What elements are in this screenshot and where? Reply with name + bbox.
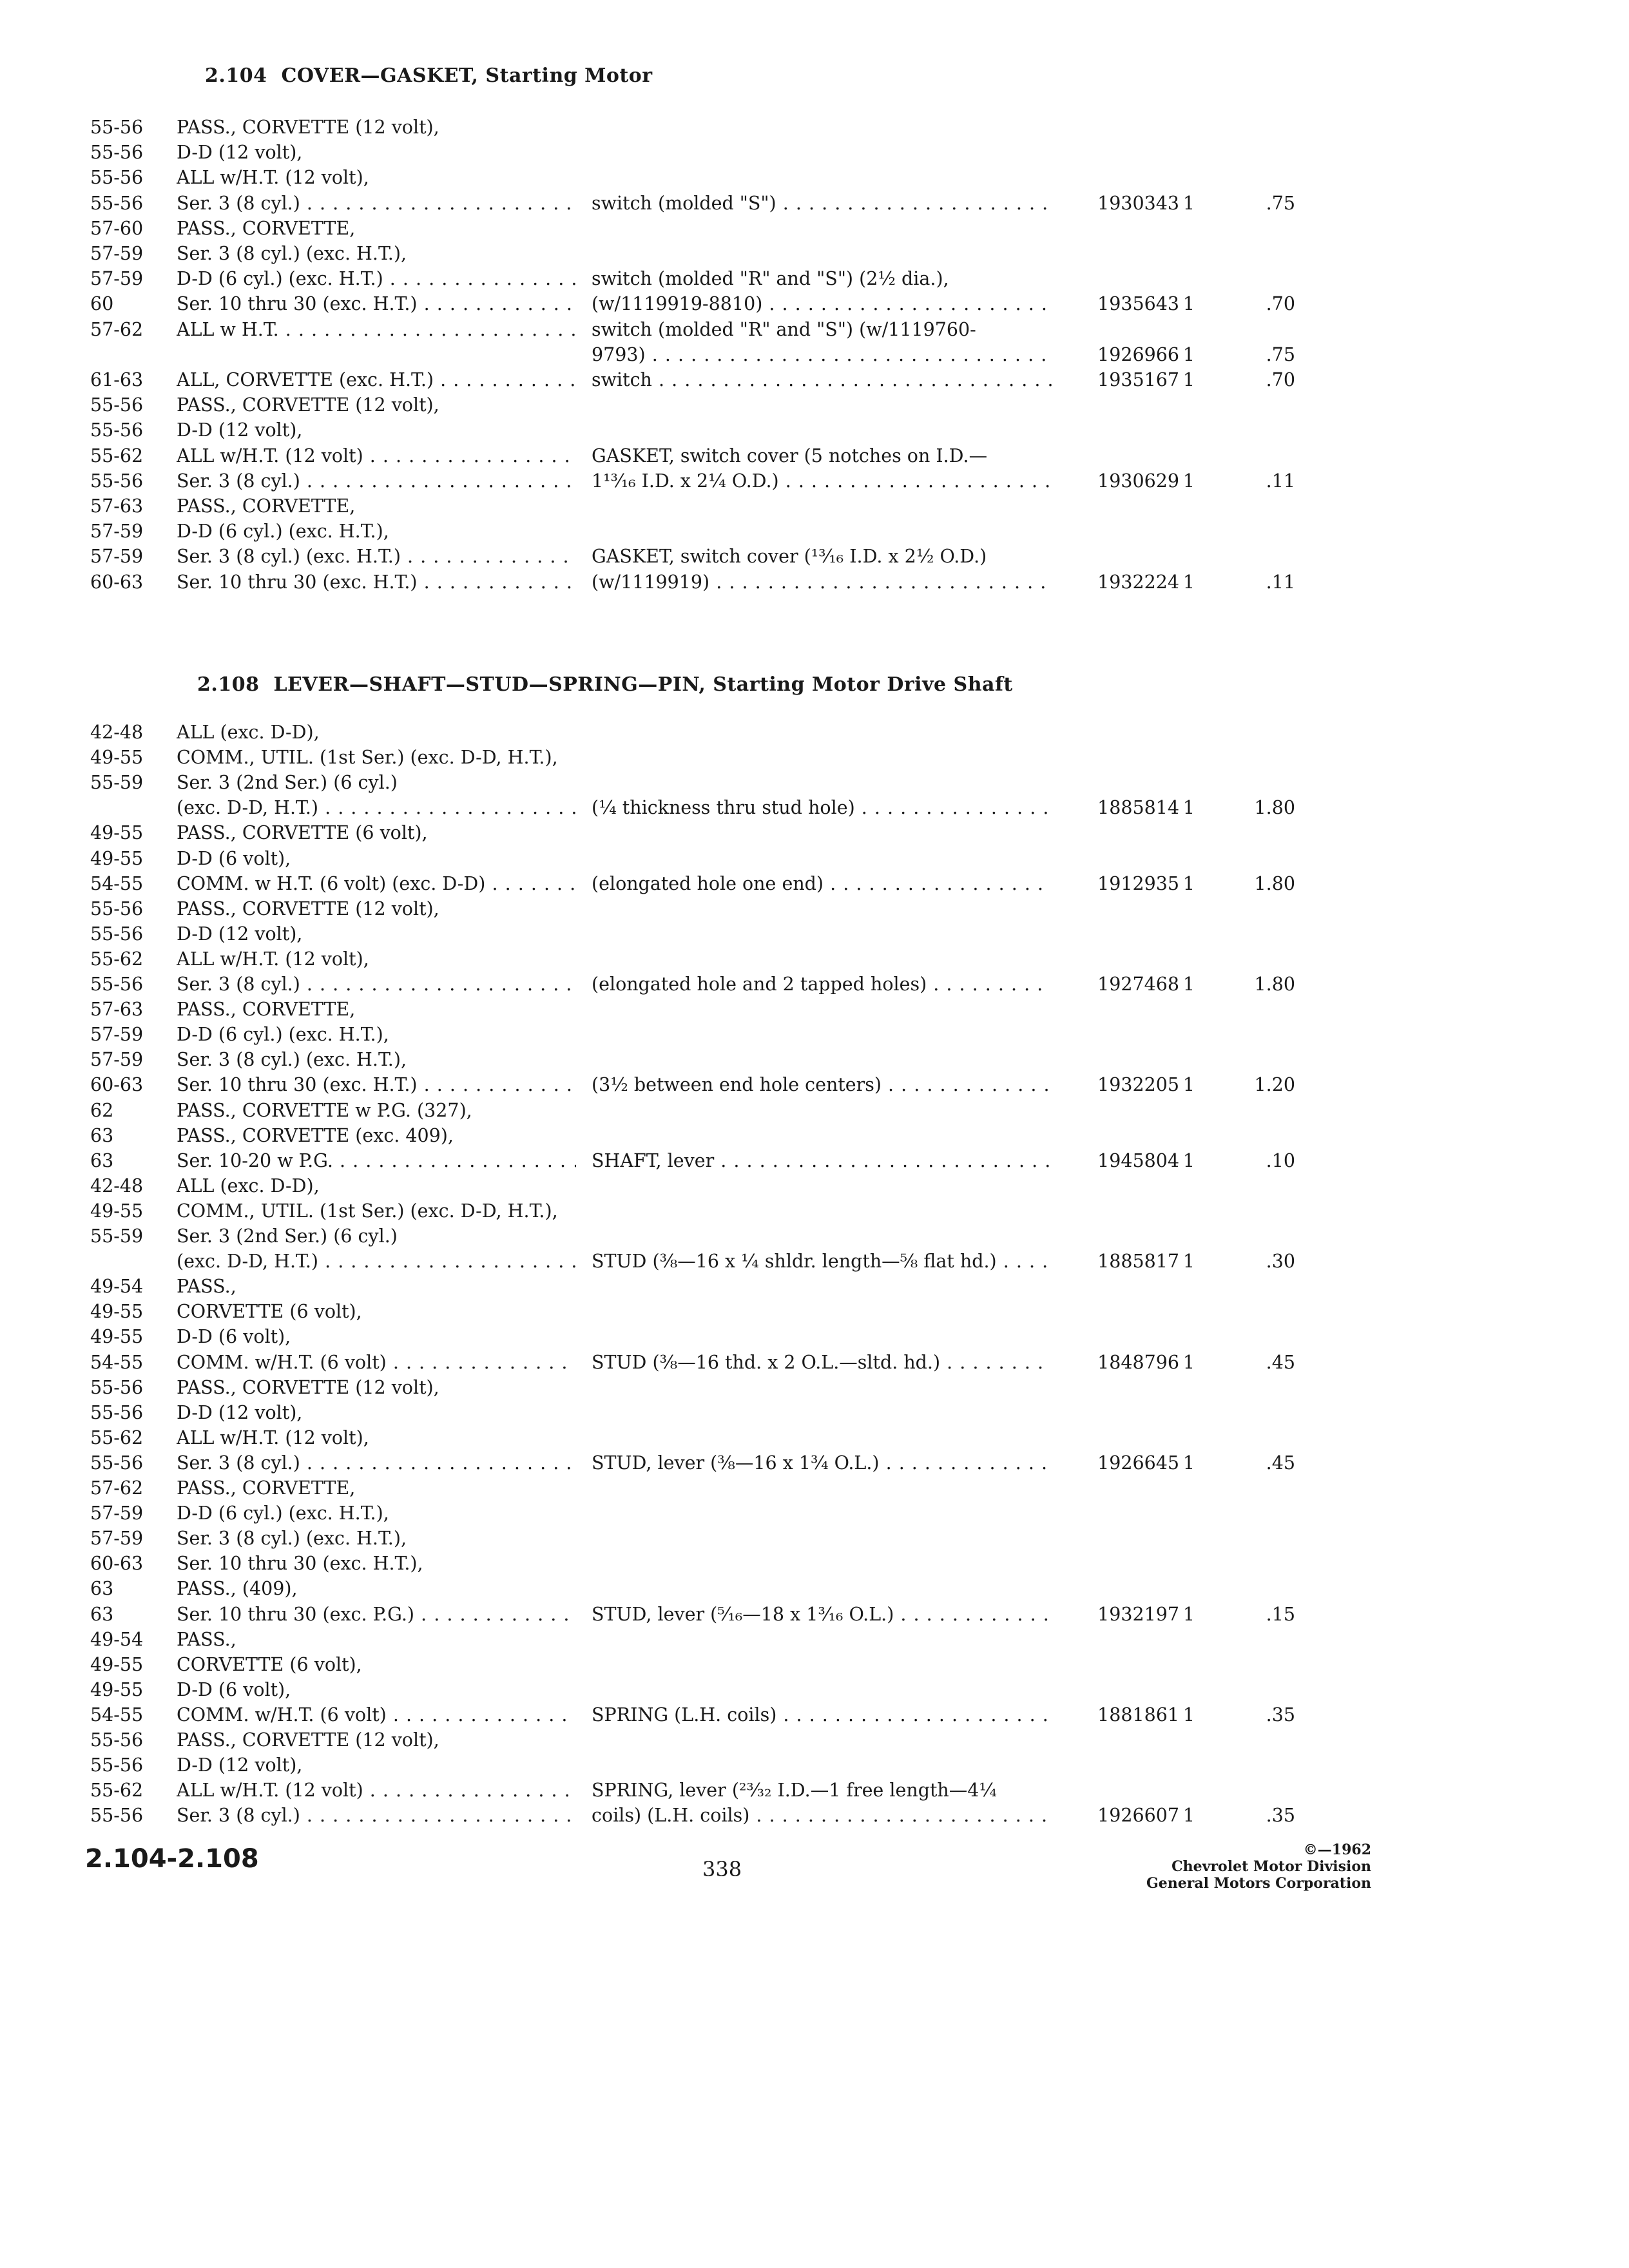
year-range: 49-55 <box>90 847 144 869</box>
price: .45 <box>1266 1351 1295 1373</box>
table-row <box>0 1299 1629 1325</box>
price: .30 <box>1266 1251 1295 1273</box>
application: D-D (6 volt), <box>177 1678 291 1700</box>
table-row <box>0 846 1629 872</box>
table-row <box>0 1274 1629 1300</box>
table-row <box>0 1627 1629 1653</box>
application: PASS., CORVETTE, <box>177 217 356 239</box>
section-title: COVER—GASKET, Starting Motor <box>281 64 653 87</box>
table-row <box>0 820 1629 846</box>
application: D-D (12 volt), <box>177 142 303 164</box>
table-row <box>0 1702 1629 1728</box>
description: (¼ thickness thru stud hole) . . . <box>592 795 1052 821</box>
quantity: 1 <box>1182 797 1195 819</box>
application: PASS., CORVETTE (6 volt), <box>177 822 428 844</box>
year-range: 57-59 <box>90 243 144 264</box>
year-range: 49-55 <box>90 747 144 769</box>
year-range: 55-62 <box>90 445 144 466</box>
table-row <box>0 1551 1629 1577</box>
application: COMM. w H.T. (6 volt) (exc. D-D) . . . <box>177 871 576 897</box>
description: SHAFT, lever . . . <box>592 1148 1052 1174</box>
description: coils) (L.H. coils) . . . <box>592 1803 1052 1829</box>
table-row <box>0 795 1629 821</box>
year-range: 54-55 <box>90 872 144 894</box>
table-row <box>0 165 1629 191</box>
table-row <box>0 1047 1629 1073</box>
section-heading-2-108 <box>197 673 1013 696</box>
description: 1¹³⁄₁₆ I.D. x 2¼ O.D.) . . . <box>592 468 1052 494</box>
year-range: 42-48 <box>90 722 144 743</box>
application: COMM., UTIL. (1st Ser.) (exc. D-D, H.T.), <box>177 747 558 769</box>
quantity: 1 <box>1182 1805 1195 1827</box>
application: Ser. 3 (8 cyl.) . . . <box>177 468 576 494</box>
description: 9793) . . . <box>592 342 1052 368</box>
description: STUD (⅜—16 thd. x 2 O.L.—sltd. hd.) . . . <box>592 1350 1052 1376</box>
year-range: 55-56 <box>90 419 144 441</box>
table-row <box>0 1727 1629 1753</box>
description: (3½ between end hole centers) . . . <box>592 1072 1052 1098</box>
application: D-D (6 cyl.) (exc. H.T.), <box>177 521 389 543</box>
year-range: 57-62 <box>90 318 144 340</box>
year-range: 57-63 <box>90 495 144 517</box>
table-row <box>0 266 1629 292</box>
year-range: 55-56 <box>90 117 144 138</box>
year-range: 57-63 <box>90 999 144 1021</box>
table-row <box>0 1249 1629 1274</box>
application: ALL w/H.T. (12 volt), <box>177 1427 369 1448</box>
table-row <box>0 342 1629 368</box>
year-range: 60-63 <box>90 571 144 593</box>
application: PASS., CORVETTE, <box>177 1477 356 1499</box>
price: 1.80 <box>1254 872 1295 894</box>
price: 1.20 <box>1254 1074 1295 1096</box>
year-range: 60 <box>90 293 114 315</box>
table-row <box>0 392 1629 418</box>
year-range: 57-59 <box>90 268 144 290</box>
table-row <box>0 1375 1629 1401</box>
table-row <box>0 1350 1629 1376</box>
year-range: 55-62 <box>90 1427 144 1448</box>
year-range: 55-56 <box>90 1805 144 1827</box>
application: ALL (exc. D-D), <box>177 1175 320 1196</box>
quantity: 1 <box>1182 470 1195 492</box>
description: STUD, lever (⁵⁄₁₆—18 x 1³⁄₁₆ O.L.) . . . <box>592 1602 1052 1628</box>
application: Ser. 10-20 w P.G. . . . <box>177 1148 576 1174</box>
application: Ser. 10 thru 30 (exc. H.T.) . . . <box>177 291 576 317</box>
application: PASS., CORVETTE (12 volt), <box>177 117 439 138</box>
year-range: 49-55 <box>90 1326 144 1348</box>
table-row <box>0 115 1629 140</box>
year-range: 57-59 <box>90 1049 144 1071</box>
table-row <box>0 570 1629 595</box>
description: switch (molded "R" and "S") (w/1119760- <box>592 318 976 340</box>
application: D-D (12 volt), <box>177 419 303 441</box>
table-row <box>0 770 1629 796</box>
copyright-corp: General Motors Corporation <box>1146 1875 1371 1892</box>
year-range: 57-60 <box>90 217 144 239</box>
quantity: 1 <box>1182 293 1195 315</box>
table-row <box>0 1677 1629 1703</box>
application: PASS., CORVETTE w P.G. (327), <box>177 1099 472 1121</box>
application: D-D (12 volt), <box>177 1401 303 1423</box>
part-number: 1926966 <box>1097 343 1179 365</box>
quantity: 1 <box>1182 192 1195 214</box>
part-number: 1927468 <box>1097 974 1179 995</box>
copyright-year: ©—1962 <box>1303 1841 1371 1858</box>
year-range: 55-62 <box>90 1780 144 1802</box>
application: Ser. 3 (8 cyl.) (exc. H.T.), <box>177 1049 407 1071</box>
year-range: 57-59 <box>90 1024 144 1046</box>
description: STUD (⅜—16 x ¼ shldr. length—⅝ flat hd.) . . . <box>592 1249 1052 1274</box>
description: switch (molded "R" and "S") (2½ dia.), <box>592 268 949 290</box>
table-row <box>0 1198 1629 1224</box>
quantity: 1 <box>1182 872 1195 894</box>
application: D-D (6 volt), <box>177 1326 291 1348</box>
part-number: 1935167 <box>1097 369 1179 390</box>
year-range: 55-56 <box>90 923 144 945</box>
price: .15 <box>1266 1603 1295 1625</box>
application: PASS., CORVETTE (12 volt), <box>177 1376 439 1398</box>
table-row <box>0 1123 1629 1149</box>
quantity: 1 <box>1182 1074 1195 1096</box>
application: PASS., (409), <box>177 1578 298 1600</box>
year-range: 54-55 <box>90 1351 144 1373</box>
quantity: 1 <box>1182 571 1195 593</box>
table-row <box>0 1324 1629 1350</box>
description: (elongated hole one end) . . . <box>592 871 1052 897</box>
year-range: 63 <box>90 1603 114 1625</box>
application: PASS., CORVETTE (exc. 409), <box>177 1124 454 1146</box>
application: PASS., CORVETTE (12 volt), <box>177 1729 439 1751</box>
application: D-D (6 cyl.) (exc. H.T.), <box>177 1503 389 1524</box>
year-range: 49-54 <box>90 1276 144 1298</box>
section-range: 2.104-2.108 <box>85 1844 259 1874</box>
application: PASS., CORVETTE, <box>177 495 356 517</box>
application: Ser. 10 thru 30 (exc. H.T.), <box>177 1553 423 1575</box>
application: ALL w/H.T. (12 volt) . . . <box>177 443 576 469</box>
application: PASS., CORVETTE, <box>177 999 356 1021</box>
year-range: 63 <box>90 1578 114 1600</box>
year-range: 55-56 <box>90 1401 144 1423</box>
table-row <box>0 1753 1629 1778</box>
table-row <box>0 191 1629 216</box>
application: Ser. 3 (2nd Ser.) (6 cyl.) <box>177 1225 398 1247</box>
year-range: 49-54 <box>90 1628 144 1650</box>
year-range: 55-56 <box>90 1729 144 1751</box>
description: GASKET, switch cover (¹³⁄₁₆ I.D. x 2½ O.D.) <box>592 546 987 568</box>
application: Ser. 10 thru 30 (exc. H.T.) . . . <box>177 570 576 595</box>
application: CORVETTE (6 volt), <box>177 1301 362 1323</box>
year-range: 55-56 <box>90 394 144 416</box>
year-range: 42-48 <box>90 1175 144 1196</box>
part-number: 1848796 <box>1097 1351 1179 1373</box>
application: Ser. 3 (8 cyl.) . . . <box>177 1450 576 1476</box>
year-range: 61-63 <box>90 369 144 390</box>
page-number: 338 <box>702 1857 742 1881</box>
quantity: 1 <box>1182 343 1195 365</box>
table-row <box>0 1072 1629 1098</box>
table-row <box>0 972 1629 997</box>
quantity: 1 <box>1182 369 1195 390</box>
application: PASS., <box>177 1628 236 1650</box>
table-row <box>0 1022 1629 1048</box>
table-row <box>0 1652 1629 1678</box>
description: STUD, lever (⅜—16 x 1¾ O.L.) . . . <box>592 1450 1052 1476</box>
quantity: 1 <box>1182 1603 1195 1625</box>
part-number: 1935643 <box>1097 293 1179 315</box>
year-range: 55-56 <box>90 167 144 189</box>
application: D-D (12 volt), <box>177 923 303 945</box>
table-row <box>0 997 1629 1023</box>
table-row <box>0 367 1629 393</box>
quantity: 1 <box>1182 1452 1195 1474</box>
year-range: 57-59 <box>90 1528 144 1550</box>
table-row <box>0 494 1629 519</box>
application: Ser. 3 (8 cyl.) . . . <box>177 191 576 216</box>
application: ALL w/H.T. (12 volt), <box>177 948 369 970</box>
application: Ser. 3 (8 cyl.) (exc. H.T.) . . . <box>177 544 576 570</box>
price: 1.80 <box>1254 797 1295 819</box>
part-number: 1881861 <box>1097 1704 1179 1725</box>
table-row <box>0 140 1629 166</box>
year-range: 55-56 <box>90 192 144 214</box>
application: PASS., <box>177 1276 236 1298</box>
table-row <box>0 1425 1629 1451</box>
section-number: 2.108 <box>197 673 260 696</box>
price: .35 <box>1266 1704 1295 1725</box>
year-range: 49-55 <box>90 1678 144 1700</box>
table-row <box>0 418 1629 443</box>
description: SPRING, lever (²³⁄₃₂ I.D.—1 free length—4¼ <box>592 1780 998 1802</box>
table-row <box>0 291 1629 317</box>
table-row <box>0 871 1629 897</box>
application: D-D (6 cyl.) (exc. H.T.), <box>177 1024 389 1046</box>
price: .45 <box>1266 1452 1295 1474</box>
table-row <box>0 1400 1629 1426</box>
quantity: 1 <box>1182 1704 1195 1725</box>
year-range: 55-56 <box>90 898 144 919</box>
part-number: 1932205 <box>1097 1074 1179 1096</box>
year-range: 55-59 <box>90 1225 144 1247</box>
application: D-D (6 volt), <box>177 847 291 869</box>
year-range: 55-56 <box>90 974 144 995</box>
price: .11 <box>1266 571 1295 593</box>
year-range: 63 <box>90 1124 114 1146</box>
section-title: LEVER—SHAFT—STUD—SPRING—PIN, Starting Motor Drive Shaft <box>273 673 1013 696</box>
table-row <box>0 896 1629 922</box>
table-row <box>0 1576 1629 1602</box>
price: .35 <box>1266 1805 1295 1827</box>
application: PASS., CORVETTE (12 volt), <box>177 394 439 416</box>
table-row <box>0 216 1629 242</box>
quantity: 1 <box>1182 1149 1195 1171</box>
year-range: 49-55 <box>90 1200 144 1222</box>
part-number: 1945804 <box>1097 1149 1179 1171</box>
description: (w/1119919-8810) . . . <box>592 291 1052 317</box>
part-number: 1926645 <box>1097 1452 1179 1474</box>
copyright-division: Chevrolet Motor Division <box>1171 1858 1371 1875</box>
description: switch (molded "S") . . . <box>592 191 1052 216</box>
section-number: 2.104 <box>205 64 267 87</box>
part-number: 1930343 <box>1097 192 1179 214</box>
table-row <box>0 1224 1629 1249</box>
quantity: 1 <box>1182 1251 1195 1273</box>
section-heading-2-104 <box>205 64 653 87</box>
year-range: 57-62 <box>90 1477 144 1499</box>
part-number: 1930629 <box>1097 470 1179 492</box>
year-range: 55-56 <box>90 1452 144 1474</box>
description: SPRING (L.H. coils) . . . <box>592 1702 1052 1728</box>
price: .75 <box>1266 192 1295 214</box>
quantity: 1 <box>1182 974 1195 995</box>
year-range: 55-62 <box>90 948 144 970</box>
application: CORVETTE (6 volt), <box>177 1653 362 1675</box>
part-number: 1885817 <box>1097 1251 1179 1273</box>
application: COMM. w/H.T. (6 volt) . . . <box>177 1702 576 1728</box>
year-range: 57-59 <box>90 546 144 568</box>
year-range: 49-55 <box>90 1301 144 1323</box>
table-row <box>0 1803 1629 1829</box>
year-range: 55-56 <box>90 470 144 492</box>
table-row <box>0 468 1629 494</box>
description: (w/1119919) . . . <box>592 570 1052 595</box>
price: .70 <box>1266 293 1295 315</box>
table-row <box>0 1526 1629 1552</box>
table-row <box>0 1778 1629 1803</box>
description: GASKET, switch cover (5 notches on I.D.— <box>592 445 988 466</box>
table-row <box>0 720 1629 745</box>
description: (elongated hole and 2 tapped holes) . . . <box>592 972 1052 997</box>
year-range: 55-59 <box>90 772 144 794</box>
table-row <box>0 1475 1629 1501</box>
year-range: 60-63 <box>90 1553 144 1575</box>
part-number: 1926607 <box>1097 1805 1179 1827</box>
application: Ser. 10 thru 30 (exc. H.T.) . . . <box>177 1072 576 1098</box>
application: Ser. 10 thru 30 (exc. P.G.) . . . <box>177 1602 576 1628</box>
part-number: 1932224 <box>1097 571 1179 593</box>
application: ALL w H.T. . . . <box>177 317 576 343</box>
application: (exc. D-D, H.T.) . . . <box>177 1249 576 1274</box>
price: .70 <box>1266 369 1295 390</box>
price: .75 <box>1266 343 1295 365</box>
application: ALL w/H.T. (12 volt), <box>177 167 369 189</box>
year-range: 55-56 <box>90 1376 144 1398</box>
table-row <box>0 947 1629 972</box>
year-range: 49-55 <box>90 1653 144 1675</box>
year-range: 54-55 <box>90 1704 144 1725</box>
year-range: 49-55 <box>90 822 144 844</box>
application: Ser. 3 (8 cyl.) (exc. H.T.), <box>177 243 407 264</box>
application: D-D (6 cyl.) (exc. H.T.) . . . <box>177 266 576 292</box>
application: Ser. 3 (2nd Ser.) (6 cyl.) <box>177 772 398 794</box>
table-row <box>0 544 1629 570</box>
application: ALL (exc. D-D), <box>177 722 320 743</box>
application: ALL w/H.T. (12 volt) . . . <box>177 1778 576 1803</box>
year-range: 57-59 <box>90 1503 144 1524</box>
year-range: 62 <box>90 1099 114 1121</box>
table-row <box>0 1602 1629 1628</box>
year-range: 60-63 <box>90 1074 144 1096</box>
application: Ser. 3 (8 cyl.) (exc. H.T.), <box>177 1528 407 1550</box>
table-row <box>0 241 1629 267</box>
part-number: 1912935 <box>1097 872 1179 894</box>
application: ALL, CORVETTE (exc. H.T.) . . . <box>177 367 576 393</box>
table-row <box>0 1148 1629 1174</box>
year-range: 57-59 <box>90 521 144 543</box>
year-range: 63 <box>90 1149 114 1171</box>
quantity: 1 <box>1182 1351 1195 1373</box>
table-row <box>0 1450 1629 1476</box>
price: .10 <box>1266 1149 1295 1171</box>
table-row <box>0 519 1629 544</box>
description: switch . . . <box>592 367 1052 393</box>
table-row <box>0 1098 1629 1124</box>
table-row <box>0 1501 1629 1526</box>
application: COMM., UTIL. (1st Ser.) (exc. D-D, H.T.), <box>177 1200 558 1222</box>
table-row <box>0 745 1629 771</box>
year-range: 55-56 <box>90 142 144 164</box>
copyright-block <box>1146 1841 1371 1892</box>
part-number: 1932197 <box>1097 1603 1179 1625</box>
application: (exc. D-D, H.T.) . . . <box>177 795 576 821</box>
table-row <box>0 443 1629 469</box>
application: D-D (12 volt), <box>177 1754 303 1776</box>
year-range: 55-56 <box>90 1754 144 1776</box>
part-number: 1885814 <box>1097 797 1179 819</box>
table-row <box>0 1173 1629 1199</box>
table-row <box>0 921 1629 947</box>
table-row <box>0 317 1629 343</box>
application: Ser. 3 (8 cyl.) . . . <box>177 972 576 997</box>
price: .11 <box>1266 470 1295 492</box>
application: Ser. 3 (8 cyl.) . . . <box>177 1803 576 1829</box>
application: PASS., CORVETTE (12 volt), <box>177 898 439 919</box>
price: 1.80 <box>1254 974 1295 995</box>
application: COMM. w/H.T. (6 volt) . . . <box>177 1350 576 1376</box>
